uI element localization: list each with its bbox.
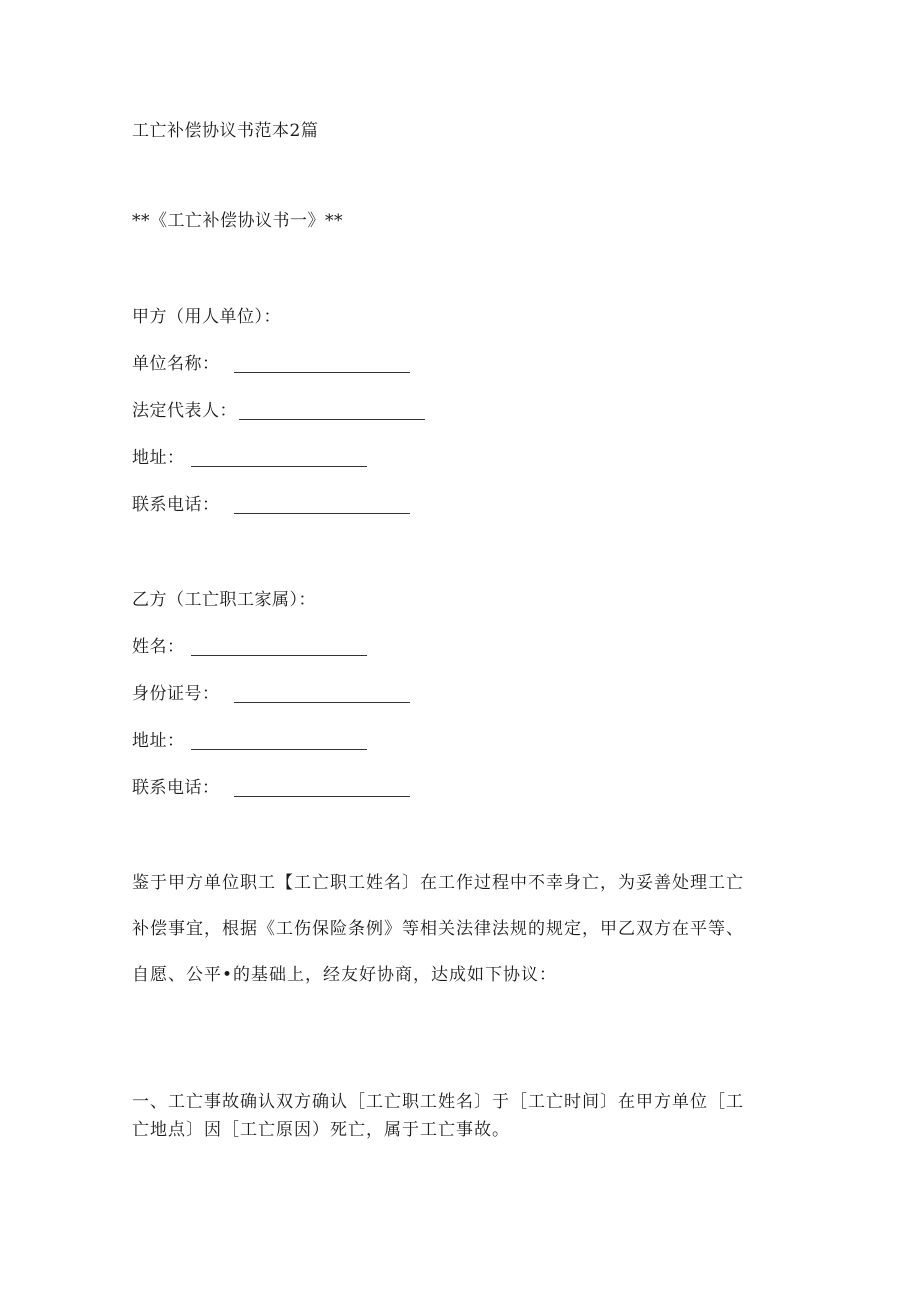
party-a-heading: 甲方（用人单位）：	[132, 307, 281, 327]
fill-in-blank	[234, 688, 410, 703]
party-b-heading: 乙方（工亡职工家属）：	[132, 590, 316, 610]
fill-in-blank	[191, 452, 367, 467]
fill-in-blank	[239, 405, 425, 420]
paragraph-line: 补偿事宜，根据《工伤保险条例》等相关法律法规的规定，甲乙双方在平等、	[132, 919, 744, 939]
field-label: 地址：	[132, 731, 185, 751]
paragraph-line: 亡地点〕因［工亡原因）死亡，属于工亡事故。	[132, 1120, 510, 1140]
fill-in-blank	[234, 499, 410, 514]
field-label: 姓名：	[132, 637, 185, 657]
party-b-name-field	[132, 636, 367, 658]
fill-in-blank	[191, 641, 367, 656]
party-b-address-field	[132, 730, 367, 752]
paragraph-line: 自愿、公平•的基础上，经友好协商，达成如下协议：	[132, 965, 558, 985]
clause-1-paragraph	[132, 1091, 782, 1165]
party-a-unit-name-field	[132, 353, 410, 375]
paragraph-line: 一、工亡事故确认双方确认［工亡职工姓名〕于［工亡时间〕在甲方单位［工	[132, 1092, 744, 1112]
party-a-phone-field	[132, 494, 410, 516]
paragraph-line: 鉴于甲方单位职工【工亡职工姓名〕在工作过程中不幸身亡，为妥善处理工亡	[132, 873, 744, 893]
field-label: 单位名称：	[132, 354, 220, 374]
field-label: 法定代表人：	[132, 401, 237, 421]
fill-in-blank	[191, 735, 367, 750]
fill-in-blank	[234, 782, 410, 797]
preamble-paragraph	[132, 872, 782, 1010]
party-b-id-number-field	[132, 683, 410, 705]
party-a-legal-rep-field	[132, 400, 425, 422]
party-a-address-field	[132, 447, 367, 469]
document-title: 工亡补偿协议书范本2篇	[132, 121, 319, 141]
agreement-subtitle: **《工亡补偿协议书一》**	[132, 211, 343, 231]
party-b-phone-field	[132, 777, 410, 799]
fill-in-blank	[234, 358, 410, 373]
field-label: 联系电话：	[132, 495, 220, 515]
field-label: 身份证号：	[132, 684, 220, 704]
field-label: 地址：	[132, 448, 185, 468]
field-label: 联系电话：	[132, 778, 220, 798]
